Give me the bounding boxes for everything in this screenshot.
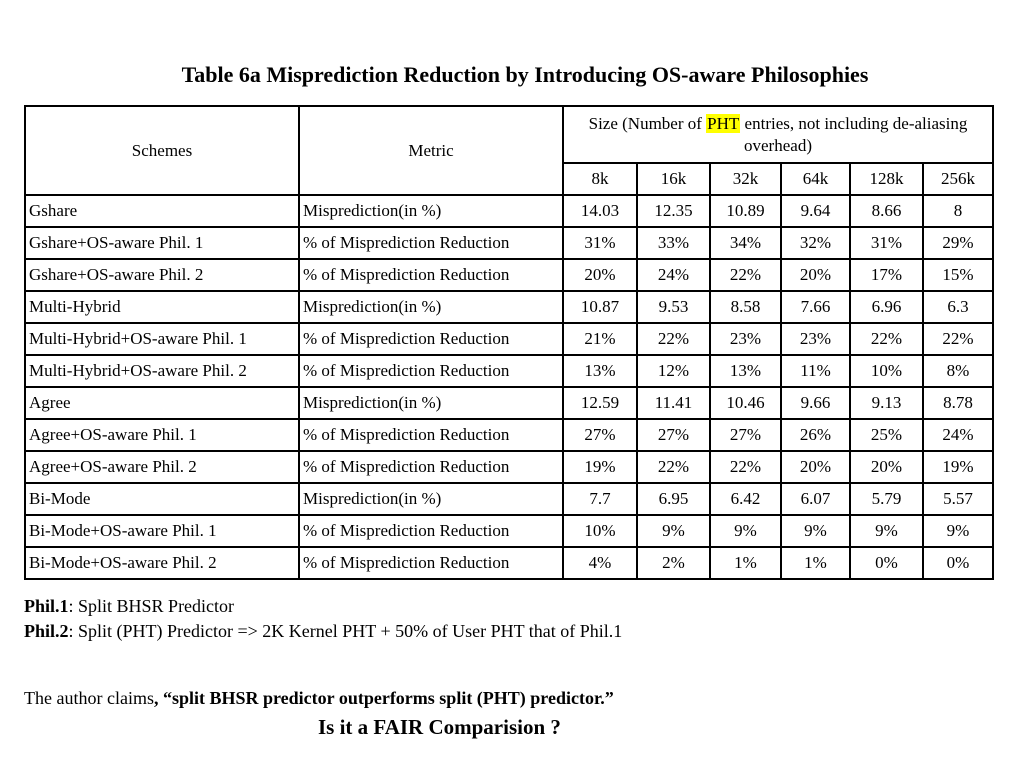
value-cell: 10% xyxy=(563,515,637,547)
scheme-cell: Multi-Hybrid+OS-aware Phil. 2 xyxy=(25,355,299,387)
value-cell: 21% xyxy=(563,323,637,355)
note-phil1 xyxy=(24,594,622,619)
table-row xyxy=(25,323,993,355)
value-cell: 19% xyxy=(923,451,993,483)
value-cell: 11% xyxy=(781,355,850,387)
value-cell: 22% xyxy=(710,259,781,291)
value-cell: 24% xyxy=(637,259,710,291)
value-cell: 6.95 xyxy=(637,483,710,515)
scheme-cell: Bi-Mode+OS-aware Phil. 2 xyxy=(25,547,299,579)
value-cell: 1% xyxy=(710,547,781,579)
value-cell: 20% xyxy=(781,259,850,291)
value-cell: 9% xyxy=(850,515,923,547)
slide-title: Table 6a Misprediction Reduction by Introducing OS-aware Philosophies xyxy=(181,62,869,87)
scheme-cell: Gshare+OS-aware Phil. 2 xyxy=(25,259,299,291)
value-cell: 0% xyxy=(923,547,993,579)
notes xyxy=(24,594,622,644)
value-cell: 17% xyxy=(850,259,923,291)
value-cell: 20% xyxy=(563,259,637,291)
value-cell: 9.53 xyxy=(637,291,710,323)
claim-quote: , “split BHSR predictor outperforms split (PHT) predictor.” xyxy=(153,688,614,708)
table-row xyxy=(25,483,993,515)
metric-cell: % of Misprediction Reduction xyxy=(299,419,563,451)
value-cell: 12.59 xyxy=(563,387,637,419)
scheme-cell: Agree xyxy=(25,387,299,419)
value-cell: 2% xyxy=(637,547,710,579)
value-cell: 22% xyxy=(850,323,923,355)
value-cell: 8 xyxy=(923,195,993,227)
value-cell: 22% xyxy=(637,451,710,483)
value-cell: 10.87 xyxy=(563,291,637,323)
table-row xyxy=(25,387,993,419)
scheme-cell: Bi-Mode+OS-aware Phil. 1 xyxy=(25,515,299,547)
scheme-cell: Gshare xyxy=(25,195,299,227)
value-cell: 25% xyxy=(850,419,923,451)
size-header: 32k xyxy=(710,163,781,195)
value-cell: 9% xyxy=(923,515,993,547)
header-size-highlight: PHT xyxy=(707,113,740,133)
value-cell: 6.96 xyxy=(850,291,923,323)
table-row xyxy=(25,227,993,259)
value-cell: 9.66 xyxy=(781,387,850,419)
note-phil2 xyxy=(24,619,622,644)
value-cell: 34% xyxy=(710,227,781,259)
claim-prefix: The author claims xyxy=(24,688,154,708)
table-row xyxy=(25,419,993,451)
table-row xyxy=(25,451,993,483)
value-cell: 0% xyxy=(850,547,923,579)
value-cell: 7.66 xyxy=(781,291,850,323)
value-cell: 11.41 xyxy=(637,387,710,419)
header-size-pre: Size (Number of xyxy=(588,113,707,133)
value-cell: 33% xyxy=(637,227,710,259)
value-cell: 27% xyxy=(637,419,710,451)
value-cell: 23% xyxy=(781,323,850,355)
table-row xyxy=(25,195,993,227)
value-cell: 20% xyxy=(781,451,850,483)
value-cell: 22% xyxy=(710,451,781,483)
value-cell: 12% xyxy=(637,355,710,387)
metric-cell: % of Misprediction Reduction xyxy=(299,227,563,259)
size-header: 128k xyxy=(850,163,923,195)
value-cell: 15% xyxy=(923,259,993,291)
value-cell: 26% xyxy=(781,419,850,451)
scheme-cell: Agree+OS-aware Phil. 1 xyxy=(25,419,299,451)
value-cell: 10.89 xyxy=(710,195,781,227)
size-header: 64k xyxy=(781,163,850,195)
value-cell: 4% xyxy=(563,547,637,579)
misprediction-table xyxy=(24,105,994,580)
header-size xyxy=(563,106,993,163)
scheme-cell: Multi-Hybrid xyxy=(25,291,299,323)
value-cell: 27% xyxy=(563,419,637,451)
value-cell: 9% xyxy=(781,515,850,547)
size-header: 8k xyxy=(563,163,637,195)
value-cell: 7.7 xyxy=(563,483,637,515)
author-claim xyxy=(24,688,614,709)
scheme-cell: Multi-Hybrid+OS-aware Phil. 1 xyxy=(25,323,299,355)
table-row xyxy=(25,259,993,291)
value-cell: 5.79 xyxy=(850,483,923,515)
value-cell: 8.66 xyxy=(850,195,923,227)
value-cell: 9% xyxy=(637,515,710,547)
value-cell: 9.64 xyxy=(781,195,850,227)
value-cell: 6.3 xyxy=(923,291,993,323)
metric-cell: Misprediction(in %) xyxy=(299,195,563,227)
note-phil2-text: : Split (PHT) Predictor => 2K Kernel PHT + 50% of User PHT that of Phil.1 xyxy=(68,621,623,641)
value-cell: 27% xyxy=(710,419,781,451)
note-phil2-label: Phil.2 xyxy=(24,621,69,641)
value-cell: 32% xyxy=(781,227,850,259)
metric-cell: % of Misprediction Reduction xyxy=(299,259,563,291)
note-phil1-text: : Split BHSR Predictor xyxy=(68,596,235,616)
value-cell: 10.46 xyxy=(710,387,781,419)
value-cell: 10% xyxy=(850,355,923,387)
size-header: 16k xyxy=(637,163,710,195)
value-cell: 14.03 xyxy=(563,195,637,227)
value-cell: 23% xyxy=(710,323,781,355)
table-row xyxy=(25,547,993,579)
value-cell: 31% xyxy=(563,227,637,259)
header-schemes: Schemes xyxy=(25,106,299,195)
value-cell: 1% xyxy=(781,547,850,579)
scheme-cell: Gshare+OS-aware Phil. 1 xyxy=(25,227,299,259)
note-phil1-label: Phil.1 xyxy=(24,596,69,616)
metric-cell: % of Misprediction Reduction xyxy=(299,547,563,579)
size-header: 256k xyxy=(923,163,993,195)
question-text: Is it a FAIR Comparision ? xyxy=(318,715,561,739)
scheme-cell: Bi-Mode xyxy=(25,483,299,515)
metric-cell: % of Misprediction Reduction xyxy=(299,323,563,355)
value-cell: 24% xyxy=(923,419,993,451)
value-cell: 6.42 xyxy=(710,483,781,515)
value-cell: 22% xyxy=(637,323,710,355)
table-row xyxy=(25,515,993,547)
value-cell: 9.13 xyxy=(850,387,923,419)
value-cell: 29% xyxy=(923,227,993,259)
metric-cell: Misprediction(in %) xyxy=(299,291,563,323)
value-cell: 13% xyxy=(563,355,637,387)
table-row xyxy=(25,291,993,323)
metric-cell: % of Misprediction Reduction xyxy=(299,451,563,483)
metric-cell: % of Misprediction Reduction xyxy=(299,515,563,547)
header-size-post: entries, not including de-aliasing overhead) xyxy=(740,113,968,155)
value-cell: 8.58 xyxy=(710,291,781,323)
value-cell: 8.78 xyxy=(923,387,993,419)
metric-cell: Misprediction(in %) xyxy=(299,387,563,419)
metric-cell: % of Misprediction Reduction xyxy=(299,355,563,387)
value-cell: 8% xyxy=(923,355,993,387)
metric-cell: Misprediction(in %) xyxy=(299,483,563,515)
value-cell: 31% xyxy=(850,227,923,259)
value-cell: 6.07 xyxy=(781,483,850,515)
value-cell: 12.35 xyxy=(637,195,710,227)
value-cell: 22% xyxy=(923,323,993,355)
value-cell: 19% xyxy=(563,451,637,483)
table-row xyxy=(25,355,993,387)
value-cell: 20% xyxy=(850,451,923,483)
value-cell: 13% xyxy=(710,355,781,387)
scheme-cell: Agree+OS-aware Phil. 2 xyxy=(25,451,299,483)
header-metric: Metric xyxy=(299,106,563,195)
value-cell: 9% xyxy=(710,515,781,547)
value-cell: 5.57 xyxy=(923,483,993,515)
table-header-row xyxy=(25,106,993,163)
